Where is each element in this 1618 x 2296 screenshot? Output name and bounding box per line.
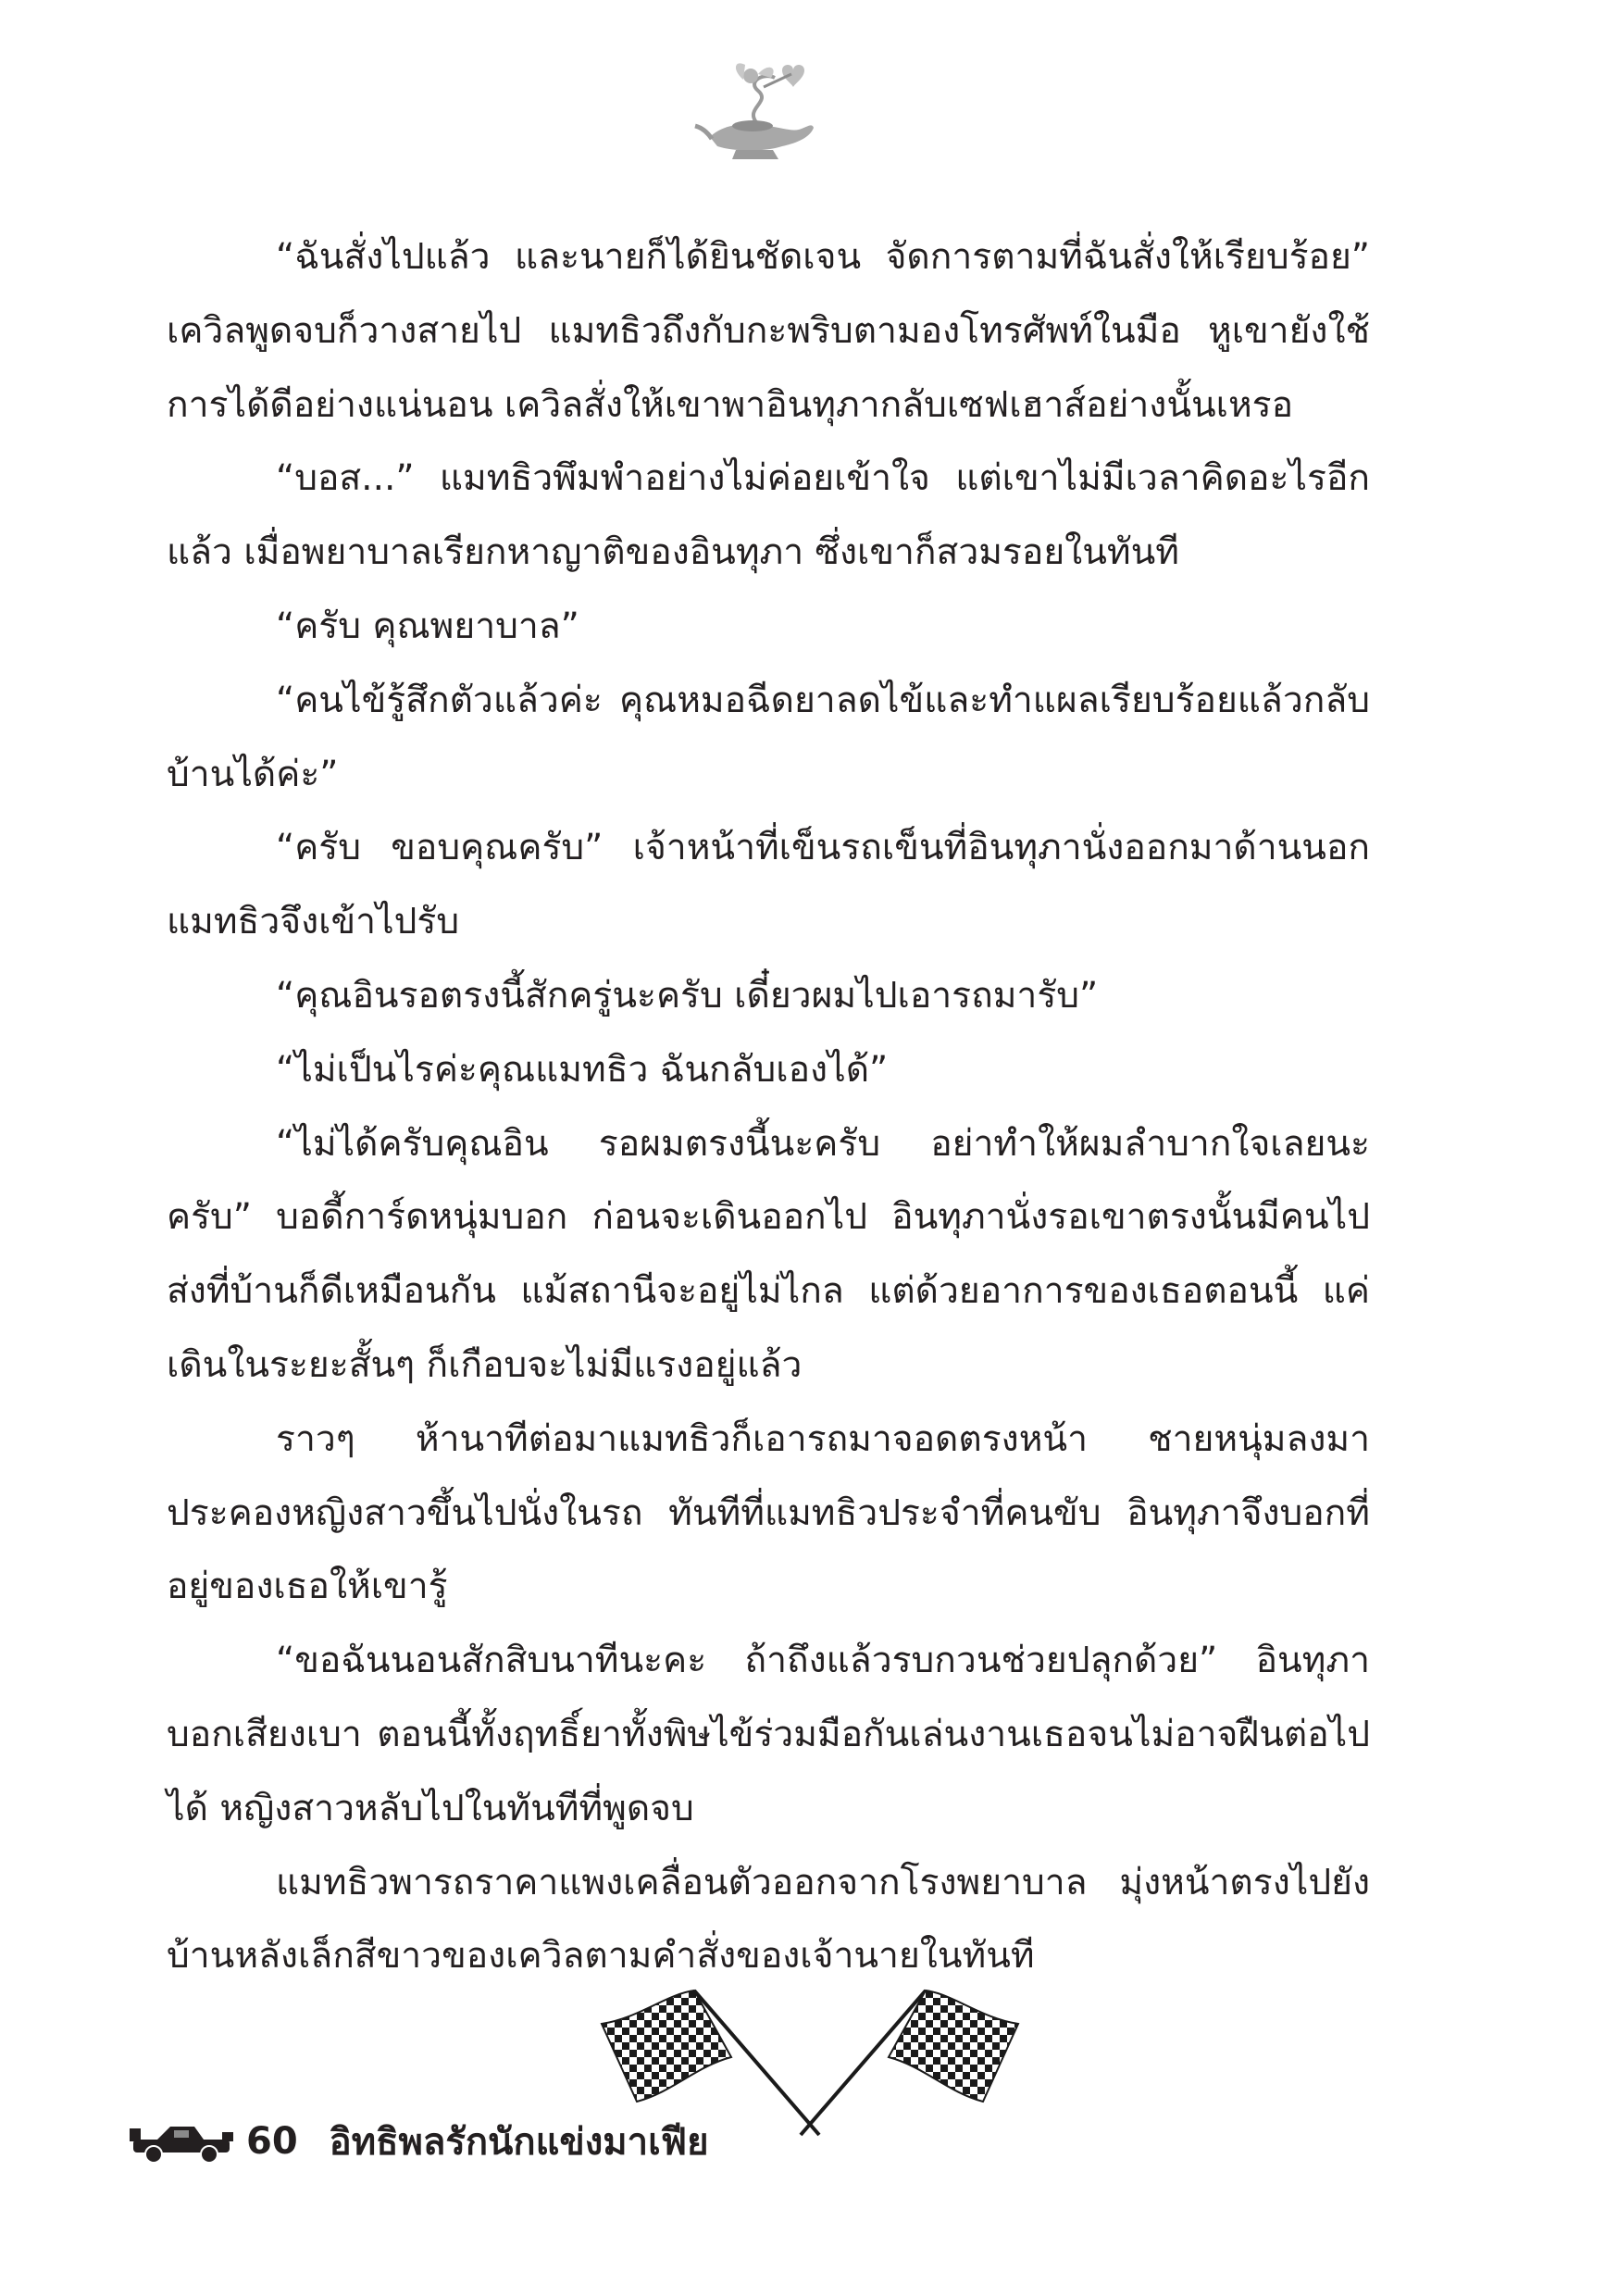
paragraph: “คุณอินรอตรงนี้สักครู่นะครับ เดี๋ยวผมไปเอารถมารับ” bbox=[276, 974, 1099, 1017]
paragraph: “ไม่ได้ครับคุณอิน รอผมตรงนี้นะครับ อย่าทำให้ผมลำบากใจเลยนะครับ” บอดี้การ์ดหนุ่มบอก ก่อนจะเดินออกไป อินทุภานั่งรอเขาตรงนั้นมีคนไปส่งที่บ้านก็ดีเหมือนกัน แม้สถานีจะอยู่ไม่ไกล แต่ด้วยอาการของเธอตอนนี้ แค่เดินในระยะสั้นๆ ก็เกือบจะไม่มีแรงอยู่แล้ว bbox=[167, 1122, 1370, 1386]
paragraph: “ไม่เป็นไรค่ะคุณแมทธิว ฉันกลับเองได้” bbox=[276, 1048, 889, 1091]
body-text bbox=[167, 220, 1370, 1993]
page-footer bbox=[130, 2114, 709, 2169]
crossed-checkered-flags-icon bbox=[592, 1953, 1027, 2139]
paragraph: “ฉันสั่งไปแล้ว และนายก็ได้ยินชัดเจน จัดการตามที่ฉันสั่งให้เรียบร้อย” เควิลพูดจบก็วางสายไป แมทธิวถึงกับกะพริบตามองโทรศัพท์ในมือ หูเขายังใช้การได้ดีอย่างแน่นอน เควิลสั่งให้เขาพาอินทุภากลับเซฟเฮาส์อย่างนั้นเหรอ bbox=[167, 236, 1370, 426]
page-number: 60 bbox=[246, 2120, 298, 2163]
paragraph: แมทธิวพารถราคาแพงเคลื่อนตัวออกจากโรงพยาบาล มุ่งหน้าตรงไปยังบ้านหลังเล็กสีขาวของเควิลตามคำสั่งของเจ้านายในทันที bbox=[167, 1861, 1370, 1978]
paragraph: “คนไข้รู้สึกตัวแล้วค่ะ คุณหมอฉีดยาลดไข้และทำแผลเรียบร้อยแล้วกลับบ้านได้ค่ะ” bbox=[167, 679, 1370, 795]
paragraph: ราวๆ ห้านาทีต่อมาแมทธิวก็เอารถมาจอดตรงหน้า ชายหนุ่มลงมาประคองหญิงสาวขึ้นไปนั่งในรถ ทันทีที่แมทธิวประจำที่คนขับ อินทุภาจึงบอกที่อยู่ของเธอให้เขารู้ bbox=[167, 1417, 1370, 1608]
paragraph: “ขอฉันนอนสักสิบนาทีนะคะ ถ้าถึงแล้วรบกวนช่วยปลุกด้วย” อินทุภาบอกเสียงเบา ตอนนี้ทั้งฤทธิ์ยาทั้งพิษไข้ร่วมมือกันเล่นงานเธอจนไม่อาจฝืนต่อไปได้ หญิงสาวหลับไปในทันทีที่พูดจบ bbox=[167, 1640, 1370, 1829]
paragraph: “ครับ ขอบคุณครับ” เจ้าหน้าที่เข็นรถเข็นที่อินทุภานั่งออกมาด้านนอกแมทธิวจึงเข้าไปรับ bbox=[167, 827, 1370, 943]
book-title: อิทธิพลรักนักแข่งมาเฟีย bbox=[329, 2121, 709, 2164]
genie-lamp-with-cupid-icon bbox=[690, 57, 819, 168]
race-car-icon bbox=[130, 2119, 233, 2164]
paragraph: “บอส...” แมทธิวพึมพำอย่างไม่ค่อยเข้าใจ แต่เขาไม่มีเวลาคิดอะไรอีกแล้ว เมื่อพยาบาลเรียกหาญาติของอินทุภา ซึ่งเขาก็สวมรอยในทันที bbox=[167, 457, 1370, 574]
paragraph: “ครับ คุณพยาบาล” bbox=[276, 605, 579, 647]
